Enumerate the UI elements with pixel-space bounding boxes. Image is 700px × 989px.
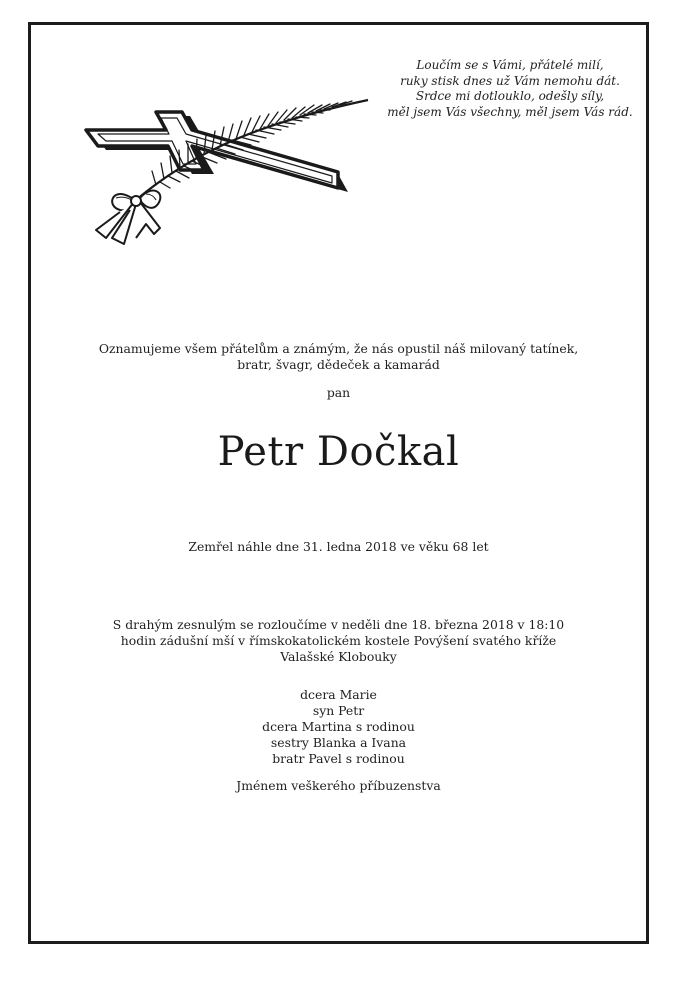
family-member: sestry Blanka a Ivana: [270, 735, 407, 750]
announcement-line: Oznamujeme všem přátelům a známým, že nás opustil náš milovaný tatínek,: [98, 341, 579, 356]
funeral-service-info: [28, 617, 649, 665]
family-member: dcera Marie: [300, 687, 377, 702]
deceased-name: Petr Dočkal: [217, 429, 460, 475]
service-line: hodin zádušní mší v římskokatolickém kostele Povýšení svatého kříže: [120, 633, 557, 648]
farewell-poem: [360, 58, 660, 120]
closing-signature: Jménem veškerého příbuzenstva: [236, 778, 441, 793]
title-word: pan: [326, 385, 351, 400]
family-list: [28, 687, 649, 767]
poem-line: měl jsem Vás všechny, měl jsem Vás rád.: [387, 104, 633, 119]
announcement-line: bratr, švagr, dědeček a kamarád: [237, 357, 440, 372]
death-notice: Zemřel náhle dne 31. ledna 2018 ve věku 68 let: [188, 539, 489, 554]
family-member: dcera Martina s rodinou: [262, 719, 415, 734]
poem-line: ruky stisk dnes už Vám nemohu dát.: [400, 73, 620, 88]
cross-with-palm-branch-icon: [76, 88, 376, 248]
family-member: syn Petr: [312, 703, 365, 718]
service-line: Valašské Klobouky: [280, 649, 397, 664]
announcement: [28, 341, 649, 373]
poem-line: Loučím se s Vámi, přátelé milí,: [416, 58, 604, 72]
poem-line: Srdce mi dotlouklo, odešly síly,: [415, 89, 605, 104]
service-line: S drahým zesnulým se rozloučíme v neděli dne 18. března 2018 v 18:10: [112, 617, 565, 632]
family-member: bratr Pavel s rodinou: [272, 751, 405, 766]
